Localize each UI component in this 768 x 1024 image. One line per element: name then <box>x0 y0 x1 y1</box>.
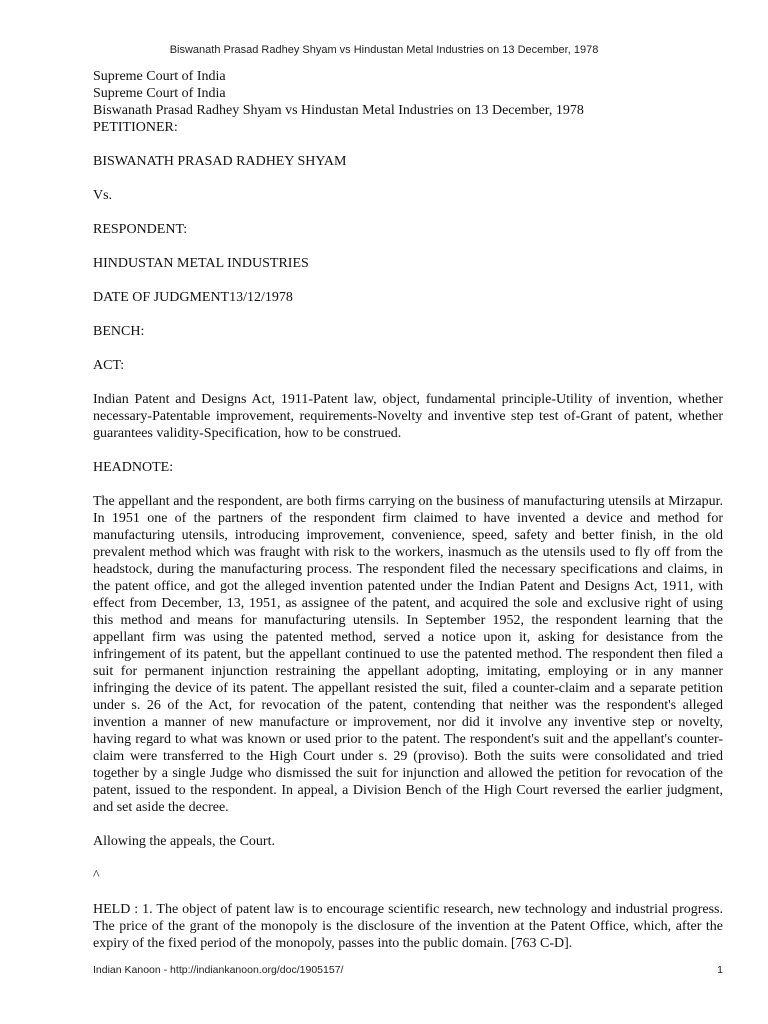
court-name: Supreme Court of India <box>93 86 226 101</box>
headnote-label: HEADNOTE: <box>93 460 174 475</box>
respondent-name: HINDUSTAN METAL INDUSTRIES <box>93 256 309 271</box>
court-name: Supreme Court of India <box>93 69 226 84</box>
source-link[interactable]: Indian Kanoon - http://indiankanoon.org/doc/1905157/ <box>93 964 344 976</box>
date-of-judgment: DATE OF JUDGMENT13/12/1978 <box>93 290 293 305</box>
judgment-body <box>93 68 727 952</box>
bench-label: BENCH: <box>93 324 145 339</box>
petitioner-name: BISWANATH PRASAD RADHEY SHYAM <box>93 154 347 169</box>
versus-text: Vs. <box>93 188 113 203</box>
caret-marker: ^ <box>93 868 100 883</box>
case-title: Biswanath Prasad Radhey Shyam vs Hindustan Metal Industries on 13 December, 1978 <box>93 103 584 118</box>
held-paragraph: HELD : 1. The object of patent law is to encourage scientific research, new technology and industrial progress. The price of the grant of the monopoly is the disclosure of the invention at the Patent Office, which, after the expiry of the fixed period of the monopoly, passes into the public domain. [763 C-D]. <box>93 902 727 951</box>
petitioner-label: PETITIONER: <box>93 120 178 135</box>
page-footer <box>93 964 723 976</box>
allowing-text: Allowing the appeals, the Court. <box>93 834 275 849</box>
headnote-paragraph: The appellant and the respondent, are both firms carrying on the business of manufacturing utensils at Mirzapur. In 1951 one of the partners of the respondent firm claimed to have invented a device and method for manufacturing utensils, introducing improvement, convenience, speed, safety and better finish, in the old prevalent method which was fraught with risk to the workers, inasmuch as the utensils used to fly off from the headstock, during the manufacturing process. The respondent filed the necessary specifications and claims, in the patent office, and got the alleged invention patented under the Indian Patent and Designs Act, 1911, with effect from December, 13, 1951, as assignee of the patent, and acquired the sole and exclusive right of using this method and means for manufacturing utensils. In September 1952, the respondent learning that the appellant firm was using the patented method, served a notice upon it, asking for desistance from the infringement of its patent, but the appellant continued to use the patented method. The respondent then filed a suit for permanent injunction restraining the appellant adopting, imitating, employing or in any manner infringing the device of its patent. The appellant resisted the suit, filed a counter-claim and a separate petition under s. 26 of the Act, for revocation of the patent, contending that neither was the respondent's alleged invention a manner of new manufacture or improvement, nor did it involve any inventive step or novelty, having regard to what was known or used prior to the patent. The respondent's suit and the appellant's counter-claim were transferred to the High Court under s. 29 (proviso). Both the suits were consolidated and tried together by a single Judge who dismissed the suit for injunction and allowed the petition for revocation of the patent, issued to the respondent. In appeal, a Division Bench of the High Court reversed the earlier judgment, and set aside the decree. <box>93 494 727 815</box>
page-number: 1 <box>717 964 723 976</box>
respondent-label: RESPONDENT: <box>93 222 188 237</box>
act-description: Indian Patent and Designs Act, 1911-Patent law, object, fundamental principle-Utility of invention, whether necessary-Patentable improvement, requirements-Novelty and inventive step test of-Grant of patent, whether guarantees validity-Specification, how to be construed. <box>93 392 727 441</box>
act-label: ACT: <box>93 358 125 373</box>
running-header: Biswanath Prasad Radhey Shyam vs Hindustan Metal Industries on 13 December, 1978 <box>169 44 599 56</box>
